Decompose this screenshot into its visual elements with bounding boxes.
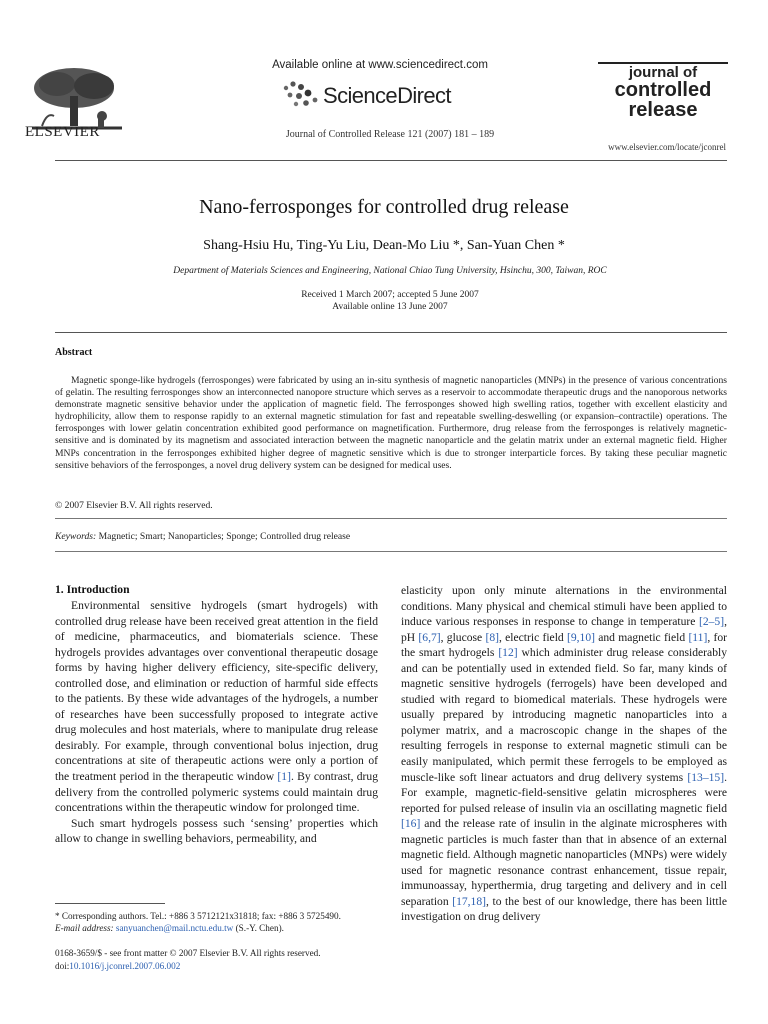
keywords-list: Magnetic; Smart; Nanoparticles; Sponge; Controlled drug release — [98, 531, 351, 542]
abstract-text: Magnetic sponge-like hydrogels (ferrosponges) were fabricated by using an in-situ synthesis of magnetic nanoparticles (MNPs) in the presence of various concentrations of gelatin. The resulting ferrosponges show an interconnected nanopore structure which serves as a reservoir to accommodate therapeutic drugs and the nanoporous networks demonstrate magnetic sensitive behavior under the application of magnetic field. The ferrosponges showed high swelling ratios, together with excellent elasticity and hydrophilicity, allow them to response rapidly to an external magnetic stimulation for fast and repeatable swelling-deswelling (or expansion–contractile) operations. The ferrosponges with lower gelatin concentration exhibited good performance on magnetification. Furthermore, drug release from the ferrosponges is relatively magnetic-sensitive and is dominated by its magnetism and associated interaction between the magnetic nanoparticle and the gelatin matrix under an external magnetic field. Higher MNPs concentration in the ferrosponges exhibited higher degree of magnetic sensitive which is due to stronger interparticle forces. By taking these peculiar magnetic sensitive behaviors of the ferrosponges, a novel drug delivery system can be designed for medical uses. — [55, 375, 727, 471]
right-text-1: elasticity upon only minute alternations in the environmental conditions. Many physical and chemical stimuli have been applied to induce various responses in response to change in temperature — [401, 584, 727, 629]
abstract-top-divider — [55, 332, 727, 333]
doi-link[interactable]: 10.1016/j.jconrel.2007.06.002 — [69, 960, 181, 971]
reference-link[interactable]: [8] — [485, 630, 499, 644]
available-online-link[interactable]: Available online at www.sciencedirect.com — [272, 59, 488, 71]
abstract-heading: Abstract — [55, 347, 93, 358]
doi-label: doi: — [55, 960, 70, 971]
right-text-8: . For example, magnetic-field-sensitive gelatin microspheres were reported for pulsed release of insulin via an oscillating magnetic field — [401, 770, 727, 815]
journal-name-line1: journal of — [628, 64, 698, 81]
keywords-top-divider — [55, 518, 727, 519]
reference-link[interactable]: [11] — [688, 630, 708, 644]
email-suffix: (S.-Y. Chen). — [233, 923, 284, 933]
header-divider — [55, 160, 727, 161]
reference-link[interactable]: [2–5] — [698, 615, 725, 629]
right-text-7: which administer drug release considerably and can be potentially used in extended field. So far, many kinds of magnetic sensitive hydrogels (ferrogels) have been developed and studied with regard to biomedical materials. These hydrogels were usually prepared by introducing magnetic nanoparticles into a polymer matrix, and a macroscopic change in the shapes of the resulting ferrogels in response to external magnetic stimuli can be easily manipulated, which permit these ferrogels to be employed as muscle-like soft linear actuators and drug delivery systems — [401, 646, 728, 784]
email-label: E-mail address: — [55, 923, 114, 933]
reference-link[interactable]: [9,10] — [566, 630, 595, 644]
reference-link[interactable]: [6,7] — [418, 630, 441, 644]
reference-link[interactable]: [17,18] — [452, 894, 487, 908]
received-dates: Received 1 March 2007; accepted 5 June 2007 — [301, 290, 479, 300]
article-title: Nano-ferrosponges for controlled drug release — [199, 196, 569, 218]
intro-p1-text-a: Environmental sensitive hydrogels (smart hydrogels) with controlled drug release have been received great attention in the field of medicine, pharmaceutics, and biomaterials science. These hydrogels provides advantages over conventional therapeutic dosage forms by having higher delivery efficiency, site-specific delivery, controlled dose, and elimination or reduction of harmful side effects to the patients. By these wide advantages of the hydrogels, a number of researches have been successfully proposed to integrate active drug molecules and host materials, where to manipulate drug release desirably. For example, through conventional bolus injection, drug concentrations at site of therapeutic actions were only a portion of the treatment period in the therapeutic window — [55, 599, 378, 784]
keywords-label: Keywords: — [55, 531, 97, 542]
author-affiliation: Department of Materials Sciences and Engineering, National Chiao Tung University, Hsinchu, 300, Taiwan, ROC — [173, 266, 607, 276]
body-right-column — [401, 583, 727, 925]
body-left-column — [55, 598, 378, 847]
journal-url-link[interactable]: www.elsevier.com/locate/jconrel — [608, 142, 726, 152]
reference-link[interactable]: [1] — [277, 770, 291, 784]
journal-name-line3: release — [628, 99, 698, 121]
issn-line: 0168-3659/$ - see front matter © 2007 Elsevier B.V. All rights reserved. — [55, 948, 321, 958]
sciencedirect-wordmark: ScienceDirect — [323, 83, 451, 108]
abstract-copyright: © 2007 Elsevier B.V. All rights reserved. — [55, 500, 213, 511]
right-text-2: , pH — [401, 615, 727, 644]
intro-p2-text: Such smart hydrogels possess such ‘sensing’ properties which allow to change in swelling behaviors, permeability, and — [55, 816, 378, 846]
intro-paragraph-2 — [55, 816, 378, 847]
reference-link[interactable]: [13–15] — [687, 770, 725, 784]
journal-citation: Journal of Controlled Release 121 (2007) 181 – 189 — [285, 129, 495, 140]
email-link[interactable]: sanyuanchen@mail.nctu.edu.tw — [115, 923, 234, 933]
right-text-3: , glucose — [440, 630, 486, 644]
keywords-bottom-divider — [55, 551, 727, 552]
journal-name-line2: controlled — [614, 79, 712, 101]
corresponding-line: * Corresponding authors. Tel.: +886 3 5712121x31818; fax: +886 3 5725490. — [55, 911, 341, 921]
keywords-line — [55, 531, 727, 542]
issn-block — [55, 947, 385, 972]
doi-line — [55, 960, 385, 973]
available-online-date: Available online 13 June 2007 — [332, 302, 448, 312]
footnote-divider — [55, 903, 165, 904]
right-text-9: and the release rate of insulin in the alginate microspheres with magnetic particles is much faster than that in absence of an external magnetic field. Although magnetic nanoparticles (MNPs) were widely used for magnetic resonance contrast enhancement, tissue repair, immunoassay, hyperthermia, drug targeting and delivery and in cell separation — [401, 817, 727, 908]
journal-masthead — [598, 62, 728, 120]
reference-link[interactable]: [16] — [401, 817, 421, 831]
section-heading-introduction: 1. Introduction — [55, 583, 130, 596]
article-authors: Shang-Hsiu Hu, Ting-Yu Liu, Dean-Mo Liu *, San-Yuan Chen * — [203, 238, 565, 253]
reference-link[interactable]: [12] — [498, 646, 518, 660]
right-text-10: , to the best of our knowledge, there has been little investigation on drug delivery — [401, 894, 727, 924]
email-line — [55, 922, 385, 934]
right-text-6: , for the smart hydrogels — [401, 630, 727, 660]
intro-p1-text-b: . By contrast, drug delivery from the controlled polymeric systems could maintain drug concentrations within the therapeutic window for prolonged time. — [55, 770, 378, 815]
intro-paragraph-1 — [55, 598, 378, 816]
corresponding-author-footnote — [55, 910, 385, 934]
right-column-paragraph — [401, 583, 727, 925]
right-text-4: , electric field — [498, 630, 567, 644]
publisher-name: ELSEVIER — [25, 124, 100, 140]
right-text-5: and magnetic field — [594, 630, 689, 644]
